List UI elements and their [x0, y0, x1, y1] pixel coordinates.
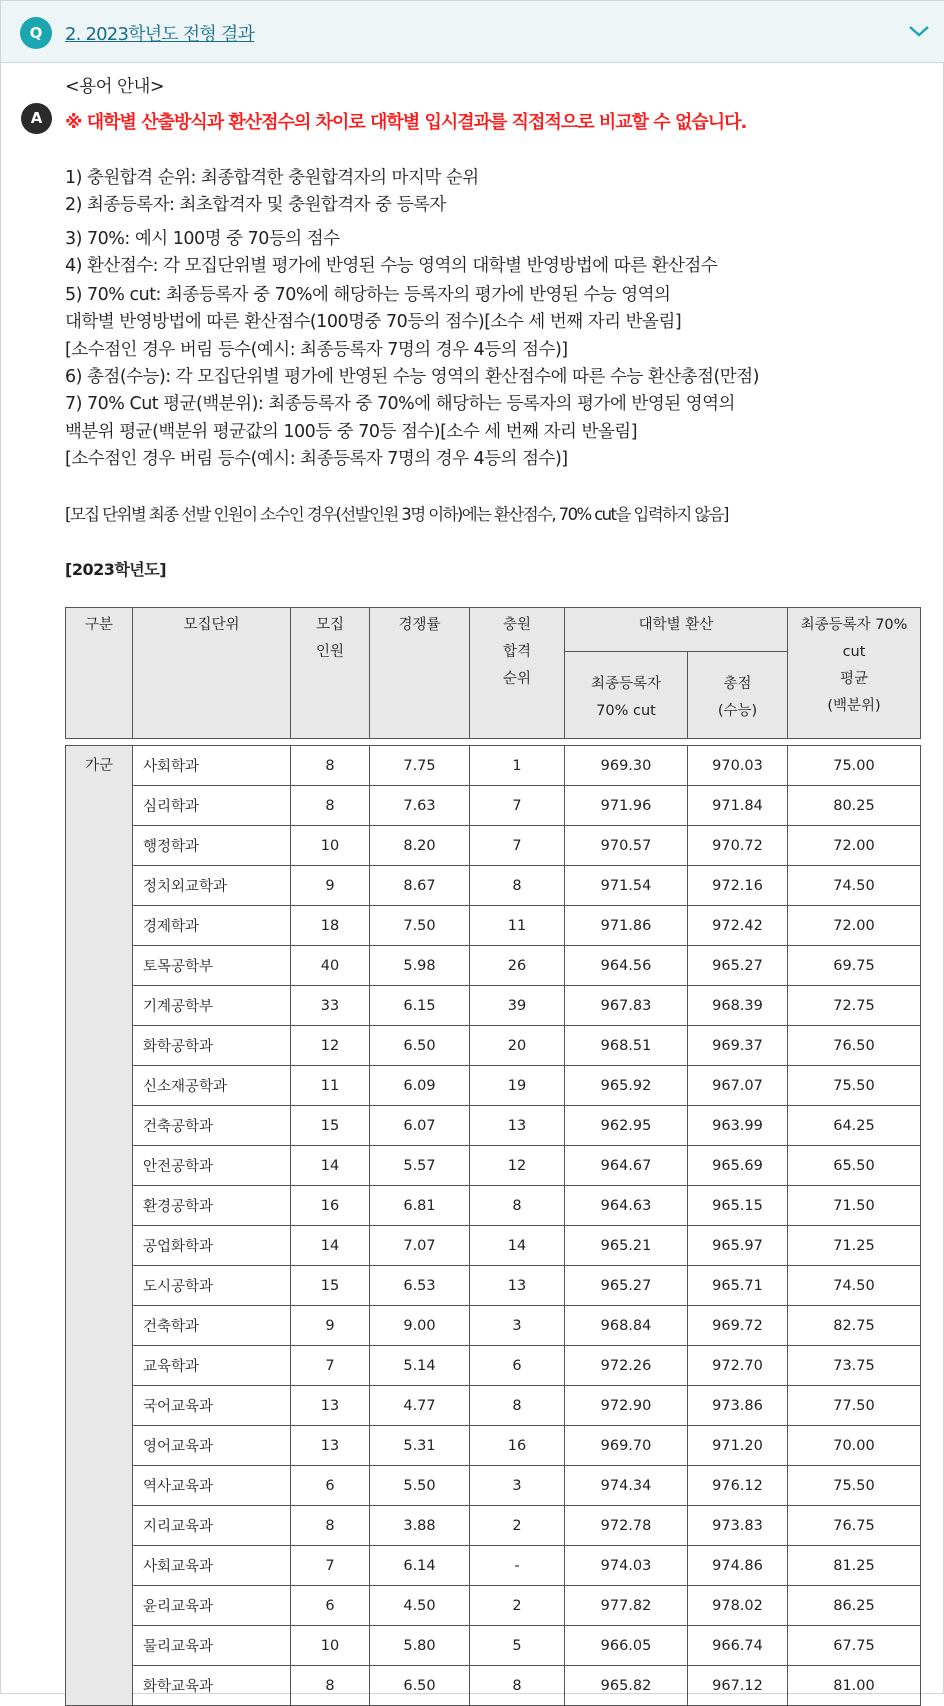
competition-cell: 6.50 [370, 1026, 470, 1066]
competition-cell: 8.20 [370, 826, 470, 866]
col-avg-header: 최종등록자 70% cut 평균 (백분위) [788, 608, 921, 739]
table-row [66, 946, 921, 986]
avg-percentile-cell: 71.25 [788, 1226, 921, 1266]
cut-score-cell: 972.26 [565, 1346, 688, 1386]
rank-cell: 26 [470, 946, 565, 986]
unit-cell: 신소재공학과 [133, 1066, 291, 1106]
table-row [66, 986, 921, 1026]
total-score-cell: 969.37 [688, 1026, 788, 1066]
competition-cell: 4.77 [370, 1386, 470, 1426]
quota-cell: 15 [291, 1106, 370, 1146]
quota-cell: 12 [291, 1026, 370, 1066]
avg-percentile-cell: 75.50 [788, 1066, 921, 1106]
cut-score-cell: 974.34 [565, 1466, 688, 1506]
unit-cell: 행정학과 [133, 826, 291, 866]
competition-cell: 6.15 [370, 986, 470, 1026]
total-score-cell: 973.83 [688, 1506, 788, 1546]
table-row [66, 1626, 921, 1666]
table-row [66, 746, 921, 786]
total-score-cell: 976.12 [688, 1466, 788, 1506]
total-score-cell: 972.70 [688, 1346, 788, 1386]
quota-cell: 40 [291, 946, 370, 986]
cut-score-cell: 969.70 [565, 1426, 688, 1466]
avg-percentile-cell: 75.50 [788, 1466, 921, 1506]
competition-cell: 5.57 [370, 1146, 470, 1186]
rank-cell: 7 [470, 826, 565, 866]
quota-cell: 6 [291, 1466, 370, 1506]
table-row [66, 1586, 921, 1626]
quota-cell: 13 [291, 1386, 370, 1426]
avg-percentile-cell: 77.50 [788, 1386, 921, 1426]
chevron-down-icon[interactable] [907, 21, 931, 41]
cut-score-cell: 968.84 [565, 1306, 688, 1346]
total-score-cell: 970.72 [688, 826, 788, 866]
rank-cell: 2 [470, 1586, 565, 1626]
rank-cell: 3 [470, 1306, 565, 1346]
avg-percentile-cell: 74.50 [788, 866, 921, 906]
competition-cell: 3.88 [370, 1506, 470, 1546]
category-cell: 가군 [66, 746, 133, 1706]
year-label: [2023학년도] [65, 560, 167, 579]
total-score-cell: 966.74 [688, 1626, 788, 1666]
avg-percentile-cell: 80.25 [788, 786, 921, 826]
col-unit-header: 모집단위 [133, 608, 291, 739]
table-row [66, 1506, 921, 1546]
avg-percentile-cell: 71.50 [788, 1186, 921, 1226]
table-row [66, 1306, 921, 1346]
avg-percentile-cell: 75.00 [788, 746, 921, 786]
term-line: 5) 70% cut: 최종등록자 중 70%에 해당하는 등록자의 평가에 반영된 수능 영역의 [65, 285, 671, 305]
rank-cell: 13 [470, 1106, 565, 1146]
cut-score-cell: 962.95 [565, 1106, 688, 1146]
total-score-cell: 965.15 [688, 1186, 788, 1226]
table-row [66, 826, 921, 866]
quota-cell: 13 [291, 1426, 370, 1466]
rank-cell: 8 [470, 1186, 565, 1226]
total-score-cell: 970.03 [688, 746, 788, 786]
rank-cell: 8 [470, 1386, 565, 1426]
cut-score-cell: 966.05 [565, 1626, 688, 1666]
selection-note: [모집 단위별 최종 선발 인원이 소수인 경우(선발인원 3명 이하)에는 환산점수, 70% cut을 입력하지 않음] [65, 505, 728, 524]
avg-percentile-cell: 72.75 [788, 986, 921, 1026]
table-row [66, 1226, 921, 1266]
table-row [66, 1106, 921, 1146]
total-score-cell: 963.99 [688, 1106, 788, 1146]
unit-cell: 건축공학과 [133, 1106, 291, 1146]
cut-score-cell: 971.96 [565, 786, 688, 826]
term-line: 3) 70%: 예시 100명 중 70등의 점수 [65, 229, 340, 249]
avg-percentile-cell: 72.00 [788, 906, 921, 946]
unit-cell: 경제학과 [133, 906, 291, 946]
term-line: 2) 최종등록자: 최초합격자 및 충원합격자 중 등록자 [65, 195, 446, 215]
unit-cell: 공업화학과 [133, 1226, 291, 1266]
table-row [66, 1066, 921, 1106]
avg-percentile-cell: 72.00 [788, 826, 921, 866]
total-score-cell: 967.12 [688, 1666, 788, 1706]
cut-score-cell: 969.30 [565, 746, 688, 786]
cut-score-cell: 970.57 [565, 826, 688, 866]
competition-cell: 5.14 [370, 1346, 470, 1386]
competition-cell: 5.80 [370, 1626, 470, 1666]
answer-badge: A [21, 103, 52, 134]
col-rank-header: 충원 합격 순위 [470, 608, 565, 739]
rank-cell: 12 [470, 1146, 565, 1186]
avg-percentile-cell: 82.75 [788, 1306, 921, 1346]
quota-cell: 8 [291, 786, 370, 826]
col-conversion-header: 대학별 환산 [565, 608, 788, 652]
total-score-cell: 965.69 [688, 1146, 788, 1186]
unit-cell: 물리교육과 [133, 1626, 291, 1666]
rank-cell: 16 [470, 1426, 565, 1466]
unit-cell: 화학공학과 [133, 1026, 291, 1066]
cut-score-cell: 964.56 [565, 946, 688, 986]
rank-cell: 2 [470, 1506, 565, 1546]
total-score-cell: 971.20 [688, 1426, 788, 1466]
quota-cell: 16 [291, 1186, 370, 1226]
term-line: 6) 총점(수능): 각 모집단위별 평가에 반영된 수능 영역의 환산점수에 따른 수능 환산총점(만점) [65, 367, 759, 387]
question-header[interactable] [1, 1, 944, 63]
results-table [65, 607, 921, 1706]
col-cut-header: 최종등록자 70% cut [565, 652, 688, 739]
avg-percentile-cell: 86.25 [788, 1586, 921, 1626]
competition-cell: 7.07 [370, 1226, 470, 1266]
competition-cell: 5.98 [370, 946, 470, 986]
total-score-cell: 967.07 [688, 1066, 788, 1106]
col-competition-header: 경쟁률 [370, 608, 470, 739]
competition-cell: 7.75 [370, 746, 470, 786]
competition-cell: 8.67 [370, 866, 470, 906]
terms-heading: <용어 안내> [65, 77, 165, 97]
avg-percentile-cell: 67.75 [788, 1626, 921, 1666]
cut-score-cell: 974.03 [565, 1546, 688, 1586]
cut-score-cell: 965.92 [565, 1066, 688, 1106]
table-row [66, 1026, 921, 1066]
unit-cell: 심리학과 [133, 786, 291, 826]
quota-cell: 8 [291, 1666, 370, 1706]
col-category-header: 구분 [66, 608, 133, 739]
term-line: [소수점인 경우 버림 등수(예시: 최종등록자 7명의 경우 4등의 점수)] [65, 340, 568, 360]
total-score-cell: 968.39 [688, 986, 788, 1026]
total-score-cell: 965.71 [688, 1266, 788, 1306]
unit-cell: 사회학과 [133, 746, 291, 786]
rank-cell: 11 [470, 906, 565, 946]
term-line: 대학별 반영방법에 따른 환산점수(100명중 70등의 점수)[소수 세 번째 자리 반올림] [65, 312, 682, 332]
competition-cell: 7.63 [370, 786, 470, 826]
total-score-cell: 978.02 [688, 1586, 788, 1626]
cut-score-cell: 968.51 [565, 1026, 688, 1066]
cut-score-cell: 965.21 [565, 1226, 688, 1266]
total-score-cell: 974.86 [688, 1546, 788, 1586]
table-row [66, 786, 921, 826]
cut-score-cell: 971.86 [565, 906, 688, 946]
quota-cell: 8 [291, 1506, 370, 1546]
table-row [66, 1186, 921, 1226]
table-row [66, 1266, 921, 1306]
table-row [66, 1546, 921, 1586]
unit-cell: 영어교육과 [133, 1426, 291, 1466]
table-row [66, 1146, 921, 1186]
unit-cell: 사회교육과 [133, 1546, 291, 1586]
cut-score-cell: 972.90 [565, 1386, 688, 1426]
avg-percentile-cell: 81.00 [788, 1666, 921, 1706]
total-score-cell: 973.86 [688, 1386, 788, 1426]
quota-cell: 10 [291, 826, 370, 866]
cut-score-cell: 965.82 [565, 1666, 688, 1706]
table-row [66, 1386, 921, 1426]
total-score-cell: 972.16 [688, 866, 788, 906]
rank-cell: 8 [470, 1666, 565, 1706]
avg-percentile-cell: 70.00 [788, 1426, 921, 1466]
avg-percentile-cell: 76.50 [788, 1026, 921, 1066]
unit-cell: 기계공학부 [133, 986, 291, 1026]
table-row [66, 1426, 921, 1466]
quota-cell: 7 [291, 1346, 370, 1386]
avg-percentile-cell: 65.50 [788, 1146, 921, 1186]
competition-cell: 6.50 [370, 1666, 470, 1706]
cut-score-cell: 967.83 [565, 986, 688, 1026]
competition-cell: 5.50 [370, 1466, 470, 1506]
total-score-cell: 971.84 [688, 786, 788, 826]
quota-cell: 6 [291, 1586, 370, 1626]
col-quota-header: 모집 인원 [291, 608, 370, 739]
question-title-link[interactable]: 2. 2023학년도 전형 결과 [65, 24, 255, 45]
rank-cell: 7 [470, 786, 565, 826]
competition-cell: 7.50 [370, 906, 470, 946]
unit-cell: 건축학과 [133, 1306, 291, 1346]
table-row [66, 1346, 921, 1386]
cut-score-cell: 977.82 [565, 1586, 688, 1626]
avg-percentile-cell: 73.75 [788, 1346, 921, 1386]
quota-cell: 11 [291, 1066, 370, 1106]
rank-cell: 6 [470, 1346, 565, 1386]
quota-cell: 14 [291, 1226, 370, 1266]
col-total-header: 총점 (수능) [688, 652, 788, 739]
unit-cell: 화학교육과 [133, 1666, 291, 1706]
term-line: 4) 환산점수: 각 모집단위별 평가에 반영된 수능 영역의 대학별 반영방법에 따른 환산점수 [65, 256, 718, 276]
competition-cell: 6.14 [370, 1546, 470, 1586]
quota-cell: 14 [291, 1146, 370, 1186]
term-line: [소수점인 경우 버림 등수(예시: 최종등록자 7명의 경우 4등의 점수)] [65, 449, 568, 469]
avg-percentile-cell: 64.25 [788, 1106, 921, 1146]
rank-cell: 13 [470, 1266, 565, 1306]
avg-percentile-cell: 74.50 [788, 1266, 921, 1306]
quota-cell: 18 [291, 906, 370, 946]
rank-cell: 19 [470, 1066, 565, 1106]
competition-cell: 6.07 [370, 1106, 470, 1146]
cut-score-cell: 965.27 [565, 1266, 688, 1306]
avg-percentile-cell: 69.75 [788, 946, 921, 986]
quota-cell: 7 [291, 1546, 370, 1586]
table-row [66, 906, 921, 946]
total-score-cell: 965.97 [688, 1226, 788, 1266]
total-score-cell: 969.72 [688, 1306, 788, 1346]
unit-cell: 지리교육과 [133, 1506, 291, 1546]
competition-cell: 9.00 [370, 1306, 470, 1346]
unit-cell: 도시공학과 [133, 1266, 291, 1306]
results-body [66, 746, 921, 1706]
unit-cell: 안전공학과 [133, 1146, 291, 1186]
competition-cell: 4.50 [370, 1586, 470, 1626]
quota-cell: 10 [291, 1626, 370, 1666]
quota-cell: 9 [291, 1306, 370, 1346]
unit-cell: 환경공학과 [133, 1186, 291, 1226]
unit-cell: 정치외교학과 [133, 866, 291, 906]
rank-cell: 39 [470, 986, 565, 1026]
unit-cell: 역사교육과 [133, 1466, 291, 1506]
total-score-cell: 965.27 [688, 946, 788, 986]
rank-cell: 8 [470, 866, 565, 906]
warning-text: ※ 대학별 산출방식과 환산점수의 차이로 대학별 입시결과를 직접적으로 비교할 수 없습니다. [65, 112, 747, 133]
rank-cell: 14 [470, 1226, 565, 1266]
competition-cell: 6.53 [370, 1266, 470, 1306]
quota-cell: 9 [291, 866, 370, 906]
unit-cell: 윤리교육과 [133, 1586, 291, 1626]
cut-score-cell: 964.63 [565, 1186, 688, 1226]
rank-cell: 5 [470, 1626, 565, 1666]
unit-cell: 교육학과 [133, 1346, 291, 1386]
quota-cell: 33 [291, 986, 370, 1026]
table-row [66, 866, 921, 906]
rank-cell: 20 [470, 1026, 565, 1066]
avg-percentile-cell: 76.75 [788, 1506, 921, 1546]
term-line: 백분위 평균(백분위 평균값의 100등 중 70등 점수)[소수 세 번째 자리 반올림] [65, 422, 638, 442]
quota-cell: 8 [291, 746, 370, 786]
unit-cell: 토목공학부 [133, 946, 291, 986]
cut-score-cell: 964.67 [565, 1146, 688, 1186]
table-row [66, 1466, 921, 1506]
total-score-cell: 972.42 [688, 906, 788, 946]
table-row [66, 1666, 921, 1706]
question-badge: Q [20, 17, 52, 49]
competition-cell: 6.81 [370, 1186, 470, 1226]
rank-cell: - [470, 1546, 565, 1586]
competition-cell: 5.31 [370, 1426, 470, 1466]
avg-percentile-cell: 81.25 [788, 1546, 921, 1586]
rank-cell: 3 [470, 1466, 565, 1506]
unit-cell: 국어교육과 [133, 1386, 291, 1426]
cut-score-cell: 972.78 [565, 1506, 688, 1546]
cut-score-cell: 971.54 [565, 866, 688, 906]
rank-cell: 1 [470, 746, 565, 786]
term-line: 1) 충원합격 순위: 최종합격한 충원합격자의 마지막 순위 [65, 168, 479, 188]
quota-cell: 15 [291, 1266, 370, 1306]
competition-cell: 6.09 [370, 1066, 470, 1106]
term-line: 7) 70% Cut 평균(백분위): 최종등록자 중 70%에 해당하는 등록자의 평가에 반영된 영역의 [65, 394, 735, 414]
